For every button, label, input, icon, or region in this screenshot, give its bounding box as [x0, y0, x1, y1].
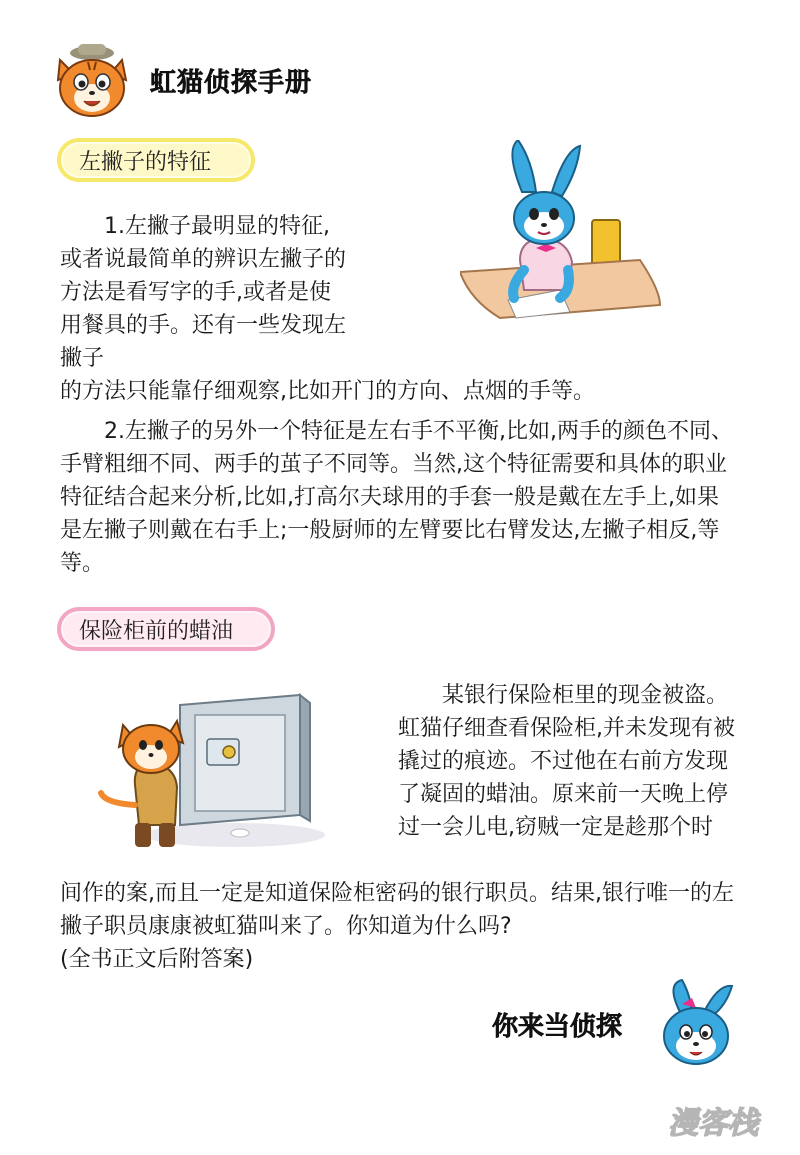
- paragraph-left-handed-1: 1.左撇子最明显的特征,或者说最简单的辨识左撇子的方法是看写字的手,或者是使用餐具的手。还有一些发现左撇子: [60, 214, 347, 371]
- cat-mascot-icon: [48, 40, 148, 120]
- rabbit-writing-illustration: [460, 140, 665, 320]
- section-heading-label: 左撇子的特征: [79, 149, 212, 175]
- page-header: [48, 40, 348, 120]
- section-heading-candle-wax: [57, 607, 275, 651]
- paragraph-candle-wax-continued: [60, 877, 740, 976]
- paragraph-left-handed-1-continued: 的方法只能靠仔细观察,比如开门的方向、点烟的手等。: [60, 379, 595, 404]
- you-be-detective-label: 你来当侦探: [492, 1012, 623, 1042]
- section-heading-left-handed: [57, 138, 255, 182]
- story-tail-text: 间作的案,而且一定是知道保险柜密码的银行职员。结果,银行唯一的左撇子职员康康被虹猫叫来了。你知道为什么吗?: [60, 881, 734, 939]
- rabbit-mascot-icon: [652, 978, 742, 1070]
- answer-note: (全书正文后附答案): [60, 947, 254, 972]
- paragraph-left-handed-2: 2.左撇子的另外一个特征是左右手不平衡,比如,两手的颜色不同、手臂粗细不同、两手的茧子不同等。当然,这个特征需要和具体的职业特征结合起来分析,比如,打高尔夫球用的手套一般是戴在左手上,如果是左撇子则戴在右手上;一般厨师的左臂要比右臂发达,左撇子相反,等等。: [60, 419, 733, 576]
- paragraph-candle-wax-story: 某银行保险柜里的现金被盗。虹猫仔细查看保险柜,并未发现有被撬过的痕迹。不过他在右前方发现了凝固的蜡油。原来前一天晚上停过一会儿电,窃贼一定是趁那个时: [398, 683, 735, 840]
- page-title: 虹猫侦探手册: [150, 68, 313, 98]
- section-heading-label: 保险柜前的蜡油: [79, 618, 234, 644]
- cat-and-safe-illustration: [95, 685, 325, 865]
- watermark-logo: 漫客栈: [668, 1106, 758, 1141]
